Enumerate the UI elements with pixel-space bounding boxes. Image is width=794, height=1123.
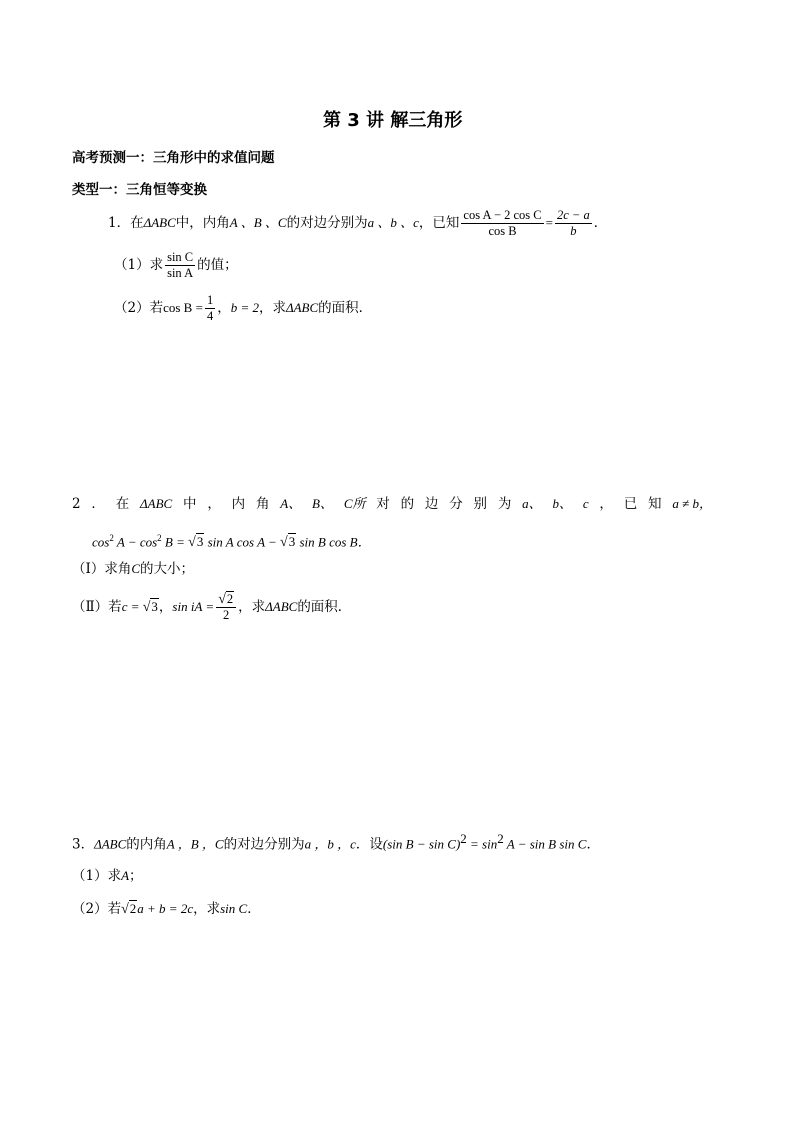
- text: ，已知: [418, 215, 460, 231]
- math: ΔABC: [265, 599, 298, 614]
- page-title: 第 3 讲 解三角形: [323, 110, 463, 131]
- justified-word: 已: [623, 496, 638, 512]
- justified-word: 对: [376, 496, 390, 512]
- math: A − cos: [113, 534, 158, 550]
- justified-word: 在: [115, 496, 130, 512]
- text: ．: [247, 901, 261, 917]
- math: A − sin B sin C: [503, 836, 587, 852]
- justified-word: a ≠ b，: [672, 496, 712, 511]
- text: ；: [129, 868, 143, 884]
- text: （Ⅰ）求角: [72, 561, 132, 577]
- justified-word: 分: [449, 496, 463, 512]
- text: 的面积．: [297, 599, 352, 615]
- justified-word: 知: [648, 496, 662, 512]
- math: ΔABC: [94, 836, 127, 852]
- numerator: cos A − 2 cos C: [463, 208, 542, 222]
- text: ．: [586, 836, 600, 853]
- math: B =: [161, 534, 189, 550]
- denominator: 2: [223, 608, 230, 622]
- sqrt: √2: [121, 901, 137, 917]
- problem-2-equation: [92, 528, 371, 553]
- justified-word: 2: [72, 496, 81, 512]
- text: （Ⅱ）若: [72, 599, 122, 615]
- math: A: [121, 868, 130, 883]
- text: ，求: [238, 599, 266, 615]
- problem-3-q2: [72, 899, 261, 920]
- justified-word: 中: [183, 496, 197, 512]
- numerator: 1: [206, 293, 214, 307]
- text: ，求: [193, 901, 221, 917]
- justified-word: b、: [552, 496, 573, 511]
- justified-word: ΔABC: [140, 496, 173, 511]
- exponent: 2: [497, 831, 504, 846]
- radicand: 3: [151, 599, 158, 614]
- math: a ，b ，c: [304, 836, 356, 852]
- sqrt2-over-2-fraction: [216, 592, 236, 623]
- math: sin C: [220, 901, 248, 916]
- math: A ，B ，C: [166, 836, 224, 852]
- quarter-fraction: [205, 293, 215, 324]
- justified-word: 边: [424, 496, 439, 512]
- text: （2）若: [72, 901, 122, 917]
- math: ΔABC: [285, 300, 319, 315]
- text: （2）若: [114, 300, 164, 316]
- math: c =: [121, 599, 143, 614]
- type-heading: 类型一：三角恒等变换: [72, 182, 207, 198]
- numerator: √2: [216, 592, 236, 608]
- radicand: 2: [129, 901, 137, 916]
- equals: =: [545, 215, 553, 230]
- justified-word: ，: [207, 496, 221, 512]
- problem-2-q2: [72, 592, 351, 623]
- denominator: sin A: [167, 266, 194, 280]
- math: sin A cos A −: [204, 534, 281, 550]
- section-heading: 高考预测一：三角形中的求值问题: [72, 150, 275, 166]
- justified-word: B、: [312, 496, 333, 511]
- text: 3．: [72, 836, 95, 853]
- justified-word: 别: [473, 496, 488, 512]
- text: 中，内角: [175, 215, 230, 231]
- math: a 、b 、c: [367, 215, 419, 230]
- text: ．设: [355, 836, 383, 853]
- justified-word: 为: [497, 496, 512, 512]
- justified-word: ．: [91, 496, 105, 512]
- math: (sin B − sin C): [382, 836, 461, 852]
- given-fraction-left: [461, 208, 543, 239]
- sin-ratio-fraction: [165, 250, 195, 281]
- text: ，: [217, 300, 231, 316]
- problem-1-statement: [108, 208, 607, 239]
- text: ，求: [258, 300, 286, 316]
- numerator: 2c − a: [556, 208, 590, 222]
- math: cos: [92, 534, 110, 550]
- radicand: 3: [288, 534, 296, 550]
- problem-1-q1: [114, 250, 238, 281]
- math: sin B cos B．: [296, 534, 371, 550]
- math: b = 2: [230, 300, 259, 315]
- justified-word: c: [582, 496, 589, 511]
- problem-2-q1: [72, 559, 194, 579]
- text: （1）求: [114, 257, 164, 273]
- sqrt: √3: [280, 534, 296, 551]
- math: sin iA =: [172, 599, 215, 614]
- math: A 、B 、C: [229, 215, 287, 230]
- exponent: 2: [109, 533, 114, 543]
- text: （1）求: [72, 868, 122, 884]
- denominator: b: [570, 224, 577, 238]
- text: 的对边分别为: [223, 836, 305, 853]
- math: ΔABC: [143, 215, 176, 230]
- sqrt: √3: [142, 599, 158, 615]
- denominator: cos B: [488, 224, 517, 238]
- radicand: 3: [196, 534, 204, 550]
- exponent: 2: [460, 831, 467, 846]
- justified-word: 的: [400, 496, 415, 512]
- text: 的大小；: [140, 561, 195, 577]
- math: = sin: [466, 836, 498, 852]
- justified-word: C所: [343, 496, 366, 511]
- sqrt: √3: [188, 534, 204, 551]
- math: cos B =: [163, 300, 203, 315]
- text: ．: [593, 215, 608, 231]
- problem-3-q1: [72, 866, 143, 886]
- denominator: 4: [206, 309, 214, 323]
- given-fraction-right: [555, 208, 592, 239]
- text: 的面积．: [318, 300, 373, 316]
- text: ，: [158, 599, 173, 615]
- justified-word: A、: [280, 496, 302, 511]
- problem-2-statement: [72, 494, 712, 514]
- exponent: 2: [157, 533, 162, 543]
- text: 的对边分别为: [286, 215, 368, 231]
- math: C: [131, 561, 141, 576]
- numerator: sin C: [167, 250, 194, 264]
- text: 1．在: [108, 215, 144, 231]
- justified-word: 内: [231, 496, 246, 512]
- problem-3-statement: [72, 829, 600, 855]
- text: 的内角: [126, 836, 167, 853]
- problem-1-q2: [114, 293, 372, 324]
- justified-word: a、: [522, 496, 542, 511]
- justified-word: 角: [255, 496, 270, 512]
- justified-word: ，: [599, 496, 613, 512]
- math: a + b = 2c: [137, 901, 194, 916]
- text: 的值；: [197, 257, 238, 273]
- radicand: 2: [226, 592, 234, 606]
